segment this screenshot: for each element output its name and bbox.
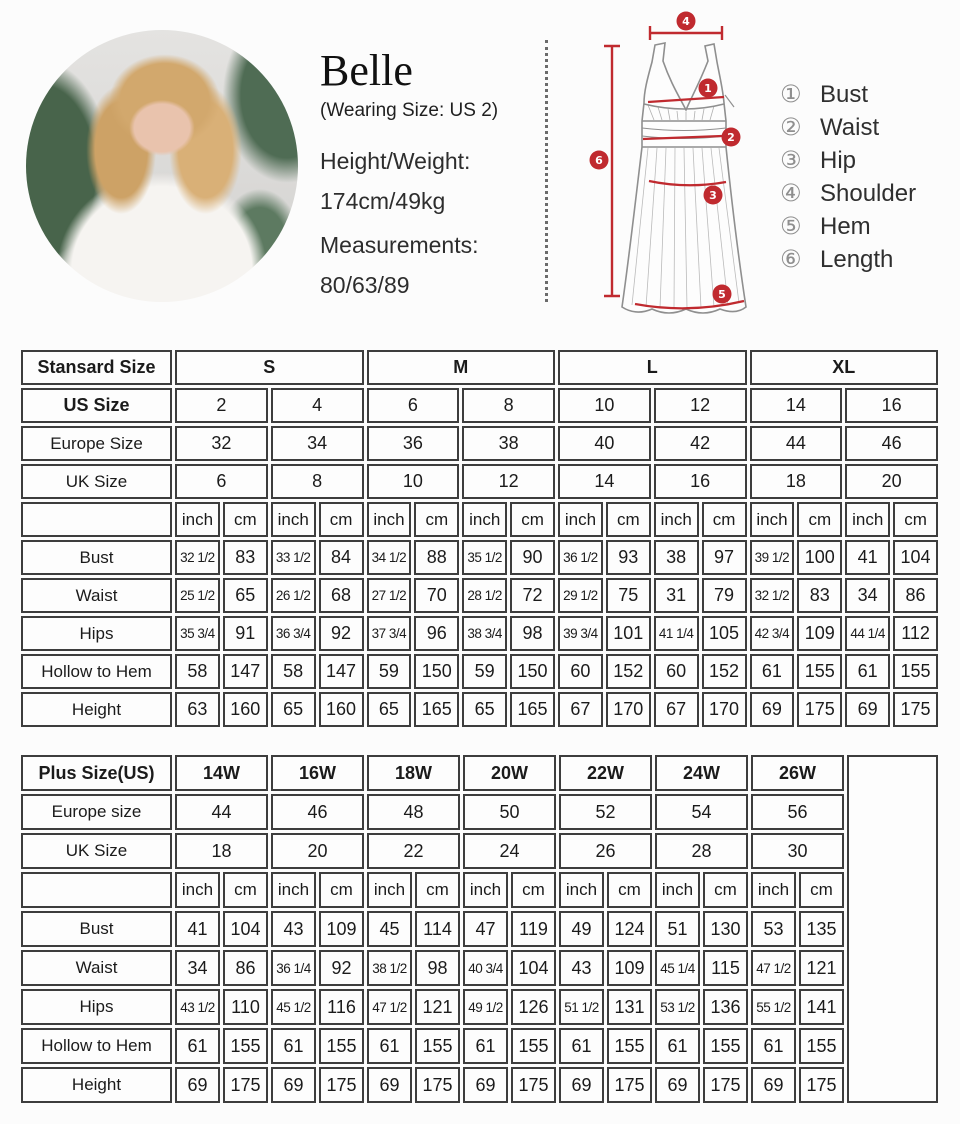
value-cell: 175 (511, 1067, 556, 1103)
value-cell: 175 (703, 1067, 748, 1103)
legend-item-hem (780, 210, 916, 243)
value-cell: 98 (510, 616, 555, 651)
value-cell: 65 (462, 692, 507, 727)
value-cell: 65 (223, 578, 268, 613)
value-cell: 43 (271, 911, 316, 947)
unit-cell: cm (319, 502, 364, 537)
legend-item-bust (780, 78, 916, 111)
value-cell: 36 1/2 (558, 540, 603, 575)
value-cell: 41 1/4 (654, 616, 699, 651)
value-cell: 175 (893, 692, 938, 727)
style-name: Belle (320, 46, 413, 95)
value-cell: 121 (799, 950, 844, 986)
value-cell: 33 1/2 (271, 540, 316, 575)
unit-cell: inch (367, 872, 412, 908)
value-cell: 97 (702, 540, 747, 575)
unit-cell: inch (655, 872, 700, 908)
model-info (320, 48, 550, 299)
value-cell: 86 (893, 578, 938, 613)
value-cell: 60 (654, 654, 699, 689)
size-cell: 20 (271, 833, 364, 869)
value-cell: 49 1/2 (463, 989, 508, 1025)
size-cell: 4 (271, 388, 364, 423)
unit-cell: cm (702, 502, 747, 537)
unit-cell: inch (463, 872, 508, 908)
unit-cell: cm (703, 872, 748, 908)
value-cell: 109 (607, 950, 652, 986)
value-cell: 175 (799, 1067, 844, 1103)
unit-cell: inch (175, 502, 220, 537)
row-label: Waist (21, 950, 172, 986)
value-cell: 104 (511, 950, 556, 986)
value-cell: 155 (415, 1028, 460, 1064)
value-cell: 43 1/2 (175, 989, 220, 1025)
value-cell: 124 (607, 911, 652, 947)
row-label: Height (21, 692, 172, 727)
value-cell: 61 (559, 1028, 604, 1064)
value-cell: 91 (223, 616, 268, 651)
value-cell: 147 (319, 654, 364, 689)
value-cell: 61 (845, 654, 890, 689)
value-cell: 79 (702, 578, 747, 613)
value-cell: 61 (367, 1028, 412, 1064)
row-label: Hollow to Hem (21, 1028, 172, 1064)
row-label: Europe Size (21, 426, 172, 461)
value-cell: 58 (271, 654, 316, 689)
value-cell: 93 (606, 540, 651, 575)
value-cell: 150 (414, 654, 459, 689)
size-cell: 56 (751, 794, 844, 830)
value-cell: 155 (703, 1028, 748, 1064)
group-header: 20W (463, 755, 556, 791)
group-header: M (367, 350, 556, 385)
value-cell: 25 1/2 (175, 578, 220, 613)
height-weight-label: Height/Weight: (320, 148, 471, 175)
value-cell: 39 3/4 (558, 616, 603, 651)
value-cell: 60 (558, 654, 603, 689)
value-cell: 72 (510, 578, 555, 613)
value-cell: 45 1/2 (271, 989, 316, 1025)
size-cell: 44 (750, 426, 843, 461)
value-cell: 141 (799, 989, 844, 1025)
row-label: Hips (21, 616, 172, 651)
value-cell: 34 (175, 950, 220, 986)
value-cell: 69 (845, 692, 890, 727)
row-label: Hips (21, 989, 172, 1025)
value-cell: 114 (415, 911, 460, 947)
height-weight-value: 174cm/49kg (320, 188, 446, 215)
value-cell: 86 (223, 950, 268, 986)
value-cell: 42 3/4 (750, 616, 795, 651)
value-cell: 136 (703, 989, 748, 1025)
row-label: Europe size (21, 794, 172, 830)
value-cell: 26 1/2 (271, 578, 316, 613)
value-cell: 41 (175, 911, 220, 947)
unit-cell: cm (223, 872, 268, 908)
legend-label: Bust (820, 80, 869, 108)
group-header: 16W (271, 755, 364, 791)
value-cell: 47 1/2 (367, 989, 412, 1025)
value-cell: 83 (797, 578, 842, 613)
unit-cell: inch (367, 502, 412, 537)
value-cell: 55 1/2 (751, 989, 796, 1025)
value-cell: 69 (751, 1067, 796, 1103)
unit-cell: cm (606, 502, 651, 537)
size-cell: 12 (462, 464, 555, 499)
unit-cell: inch (558, 502, 603, 537)
value-cell: 45 (367, 911, 412, 947)
value-cell: 92 (319, 616, 364, 651)
value-cell: 28 1/2 (462, 578, 507, 613)
size-cell: 12 (654, 388, 747, 423)
empty-cell (847, 755, 938, 1103)
value-cell: 27 1/2 (367, 578, 412, 613)
value-cell: 98 (415, 950, 460, 986)
length-measure-line (604, 46, 620, 296)
badge-2: 2 (727, 131, 735, 144)
dotted-divider (545, 40, 548, 302)
size-cell: 10 (367, 464, 460, 499)
unit-cell: inch (271, 502, 316, 537)
value-cell: 160 (223, 692, 268, 727)
value-cell: 104 (223, 911, 268, 947)
value-cell: 35 1/2 (462, 540, 507, 575)
value-cell: 61 (751, 1028, 796, 1064)
value-cell: 47 (463, 911, 508, 947)
value-cell: 115 (703, 950, 748, 986)
unit-cell: cm (415, 872, 460, 908)
unit-cell: cm (607, 872, 652, 908)
size-cell: 52 (559, 794, 652, 830)
value-cell: 61 (463, 1028, 508, 1064)
badge-6: 6 (595, 154, 603, 167)
value-cell: 88 (414, 540, 459, 575)
row-label: Height (21, 1067, 172, 1103)
value-cell: 69 (750, 692, 795, 727)
value-cell: 175 (607, 1067, 652, 1103)
value-cell: 34 1/2 (367, 540, 412, 575)
value-cell: 37 3/4 (367, 616, 412, 651)
value-cell: 40 3/4 (463, 950, 508, 986)
size-cell: 6 (175, 464, 268, 499)
value-cell: 155 (319, 1028, 364, 1064)
unit-cell: inch (559, 872, 604, 908)
value-cell: 69 (559, 1067, 604, 1103)
size-cell: 38 (462, 426, 555, 461)
value-cell: 65 (367, 692, 412, 727)
value-cell: 51 1/2 (559, 989, 604, 1025)
group-header: 14W (175, 755, 268, 791)
corner-label: Plus Size(US) (21, 755, 172, 791)
value-cell: 104 (893, 540, 938, 575)
group-header: 18W (367, 755, 460, 791)
value-cell: 160 (319, 692, 364, 727)
value-cell: 47 1/2 (751, 950, 796, 986)
value-cell: 100 (797, 540, 842, 575)
value-cell: 155 (893, 654, 938, 689)
model-photo (26, 30, 298, 302)
size-cell: 16 (654, 464, 747, 499)
unit-cell: cm (797, 502, 842, 537)
size-cell: 40 (558, 426, 651, 461)
value-cell: 83 (223, 540, 268, 575)
legend-item-shoulder (780, 177, 916, 210)
legend-label: Hip (820, 146, 857, 174)
size-cell: 6 (367, 388, 460, 423)
group-header: XL (750, 350, 939, 385)
circled-3-icon: ③ (780, 147, 802, 174)
size-cell: 50 (463, 794, 556, 830)
value-cell: 51 (655, 911, 700, 947)
size-cell: 2 (175, 388, 268, 423)
measurement-legend (780, 78, 916, 276)
value-cell: 131 (607, 989, 652, 1025)
value-cell: 84 (319, 540, 364, 575)
row-label: UK Size (21, 464, 172, 499)
value-cell: 29 1/2 (558, 578, 603, 613)
row-label: UK Size (21, 833, 172, 869)
value-cell: 68 (319, 578, 364, 613)
value-cell: 126 (511, 989, 556, 1025)
unit-cell: inch (751, 872, 796, 908)
value-cell: 147 (223, 654, 268, 689)
unit-cell: inch (845, 502, 890, 537)
value-cell: 105 (702, 616, 747, 651)
value-cell: 121 (415, 989, 460, 1025)
badge-5: 5 (718, 288, 726, 301)
value-cell: 41 (845, 540, 890, 575)
value-cell: 130 (703, 911, 748, 947)
size-cell: 22 (367, 833, 460, 869)
size-cell: 16 (845, 388, 938, 423)
value-cell: 65 (271, 692, 316, 727)
row-label: Waist (21, 578, 172, 613)
unit-cell: cm (414, 502, 459, 537)
value-cell: 58 (175, 654, 220, 689)
badge-4: 4 (682, 15, 690, 28)
size-cell: 14 (558, 464, 651, 499)
circled-4-icon: ④ (780, 180, 802, 207)
value-cell: 44 1/4 (845, 616, 890, 651)
legend-item-waist (780, 111, 916, 144)
value-cell: 59 (462, 654, 507, 689)
group-header: 24W (655, 755, 748, 791)
legend-label: Shoulder (820, 179, 917, 207)
badge-3: 3 (709, 189, 717, 202)
circled-5-icon: ⑤ (780, 213, 802, 240)
size-cell: 42 (654, 426, 747, 461)
dress-diagram (556, 0, 781, 330)
unit-cell: cm (893, 502, 938, 537)
value-cell: 152 (606, 654, 651, 689)
value-cell: 175 (797, 692, 842, 727)
size-cell: 8 (462, 388, 555, 423)
size-cell: 46 (845, 426, 938, 461)
row-label: US Size (21, 388, 172, 423)
circled-6-icon: ⑥ (780, 246, 802, 273)
legend-label: Hem (820, 212, 871, 240)
zipper-mark (725, 95, 734, 107)
value-cell: 155 (511, 1028, 556, 1064)
unit-cell: inch (654, 502, 699, 537)
measurements-label: Measurements: (320, 232, 479, 259)
row-label (21, 502, 172, 537)
value-cell: 61 (175, 1028, 220, 1064)
size-cell: 10 (558, 388, 651, 423)
value-cell: 38 (654, 540, 699, 575)
value-cell: 32 1/2 (175, 540, 220, 575)
unit-cell: inch (462, 502, 507, 537)
value-cell: 152 (702, 654, 747, 689)
row-label: Hollow to Hem (21, 654, 172, 689)
value-cell: 36 3/4 (271, 616, 316, 651)
unit-cell: cm (799, 872, 844, 908)
legend-label: Length (820, 245, 894, 273)
size-cell: 30 (751, 833, 844, 869)
size-cell: 20 (845, 464, 938, 499)
row-label: Bust (21, 911, 172, 947)
row-label (21, 872, 172, 908)
value-cell: 43 (559, 950, 604, 986)
value-cell: 155 (607, 1028, 652, 1064)
badge-1: 1 (704, 82, 712, 95)
size-cell: 24 (463, 833, 556, 869)
group-header: L (558, 350, 747, 385)
size-cell: 8 (271, 464, 364, 499)
value-cell: 109 (319, 911, 364, 947)
size-cell: 32 (175, 426, 268, 461)
unit-cell: cm (223, 502, 268, 537)
unit-cell: cm (510, 502, 555, 537)
legend-item-hip (780, 144, 916, 177)
value-cell: 155 (799, 1028, 844, 1064)
value-cell: 63 (175, 692, 220, 727)
unit-cell: inch (271, 872, 316, 908)
group-header: S (175, 350, 364, 385)
value-cell: 112 (893, 616, 938, 651)
unit-cell: inch (175, 872, 220, 908)
size-cell: 54 (655, 794, 748, 830)
size-cell: 18 (175, 833, 268, 869)
size-cell: 18 (750, 464, 843, 499)
value-cell: 31 (654, 578, 699, 613)
wearing-size-note: (Wearing Size: US 2) (320, 100, 499, 122)
value-cell: 32 1/2 (750, 578, 795, 613)
value-cell: 38 1/2 (367, 950, 412, 986)
value-cell: 165 (414, 692, 459, 727)
measurements-value: 80/63/89 (320, 272, 410, 299)
value-cell: 69 (271, 1067, 316, 1103)
size-cell: 26 (559, 833, 652, 869)
legend-item-length (780, 243, 916, 276)
group-header: 22W (559, 755, 652, 791)
value-cell: 165 (510, 692, 555, 727)
value-cell: 69 (175, 1067, 220, 1103)
value-cell: 150 (510, 654, 555, 689)
value-cell: 35 3/4 (175, 616, 220, 651)
value-cell: 70 (414, 578, 459, 613)
size-cell: 28 (655, 833, 748, 869)
value-cell: 69 (655, 1067, 700, 1103)
value-cell: 53 (751, 911, 796, 947)
size-cell: 48 (367, 794, 460, 830)
value-cell: 67 (558, 692, 603, 727)
standard-size-table (18, 347, 941, 730)
value-cell: 170 (702, 692, 747, 727)
value-cell: 155 (797, 654, 842, 689)
value-cell: 175 (319, 1067, 364, 1103)
value-cell: 90 (510, 540, 555, 575)
size-cell: 14 (750, 388, 843, 423)
plus-size-table (18, 752, 941, 1106)
circled-2-icon: ② (780, 114, 802, 141)
value-cell: 36 1/4 (271, 950, 316, 986)
value-cell: 135 (799, 911, 844, 947)
value-cell: 61 (271, 1028, 316, 1064)
value-cell: 34 (845, 578, 890, 613)
dress-outline (622, 43, 746, 313)
size-cell: 36 (367, 426, 460, 461)
value-cell: 49 (559, 911, 604, 947)
value-cell: 53 1/2 (655, 989, 700, 1025)
size-cell: 44 (175, 794, 268, 830)
value-cell: 61 (655, 1028, 700, 1064)
value-cell: 101 (606, 616, 651, 651)
value-cell: 38 3/4 (462, 616, 507, 651)
value-cell: 69 (367, 1067, 412, 1103)
row-label: Bust (21, 540, 172, 575)
value-cell: 45 1/4 (655, 950, 700, 986)
unit-cell: cm (319, 872, 364, 908)
value-cell: 61 (750, 654, 795, 689)
value-cell: 110 (223, 989, 268, 1025)
value-cell: 96 (414, 616, 459, 651)
corner-label: Stansard Size (21, 350, 172, 385)
value-cell: 155 (223, 1028, 268, 1064)
value-cell: 109 (797, 616, 842, 651)
value-cell: 119 (511, 911, 556, 947)
value-cell: 175 (223, 1067, 268, 1103)
value-cell: 170 (606, 692, 651, 727)
value-cell: 39 1/2 (750, 540, 795, 575)
unit-cell: inch (750, 502, 795, 537)
value-cell: 69 (463, 1067, 508, 1103)
size-cell: 46 (271, 794, 364, 830)
value-cell: 175 (415, 1067, 460, 1103)
value-cell: 116 (319, 989, 364, 1025)
value-cell: 67 (654, 692, 699, 727)
size-cell: 34 (271, 426, 364, 461)
circled-1-icon: ① (780, 81, 802, 108)
value-cell: 59 (367, 654, 412, 689)
value-cell: 75 (606, 578, 651, 613)
group-header: 26W (751, 755, 844, 791)
legend-label: Waist (820, 113, 880, 141)
value-cell: 92 (319, 950, 364, 986)
unit-cell: cm (511, 872, 556, 908)
